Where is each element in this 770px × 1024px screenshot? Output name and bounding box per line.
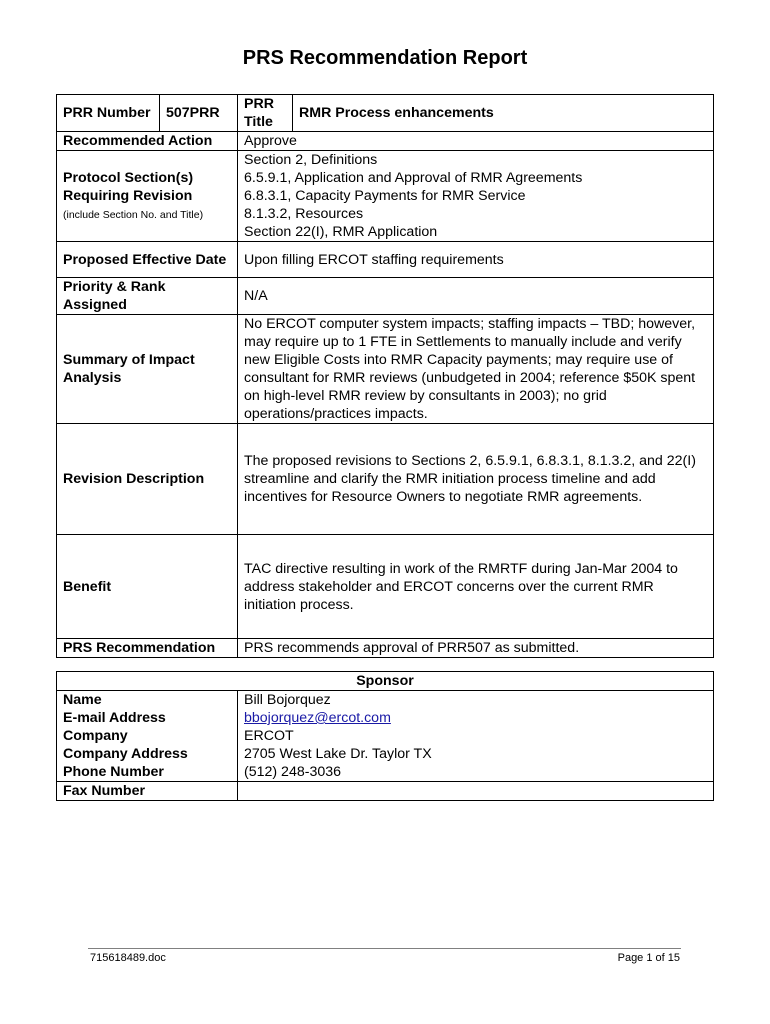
prs-recommendation-label: PRS Recommendation bbox=[57, 639, 238, 658]
protocol-section-item: 6.5.9.1, Application and Approval of RMR Agreements bbox=[244, 170, 583, 186]
impact-value: No ERCOT computer system impacts; staffing impacts – TBD; however, may require up to 1 FTE in Settlements to manually include and verify new Eligible Costs into RMR Capacity payments; may require use of consultant for RMR reviews (unbudgeted in 2004; reference $50K spent on high-level RMR review by consultants in 2003); no grid operations/practices impacts. bbox=[238, 315, 714, 424]
sponsor-fax-value bbox=[238, 782, 714, 801]
prr-details-table bbox=[56, 94, 714, 658]
benefit-value: TAC directive resulting in work of the RMRTF during Jan-Mar 2004 to address stakeholder and ERCOT concerns over the current RMR initiation process. bbox=[238, 535, 714, 639]
protocol-section-item: Section 22(I), RMR Application bbox=[244, 224, 438, 240]
sponsor-company-label: Company bbox=[57, 727, 238, 745]
effective-date-label: Proposed Effective Date bbox=[57, 242, 238, 278]
sponsor-phone-value: (512) 248-3036 bbox=[238, 763, 714, 782]
protocol-sections-list bbox=[238, 151, 714, 242]
protocol-section-item: 6.8.3.1, Capacity Payments for RMR Service bbox=[244, 188, 526, 204]
revision-label: Revision Description bbox=[57, 424, 238, 535]
footer-page-number: Page 1 of 15 bbox=[617, 952, 680, 964]
prr-title-label: PRR Title bbox=[238, 95, 293, 132]
protocol-section-item: 8.1.3.2, Resources bbox=[244, 206, 364, 222]
footer-divider bbox=[88, 948, 681, 949]
sponsor-address-value: 2705 West Lake Dr. Taylor TX bbox=[238, 745, 714, 763]
sponsor-table bbox=[56, 671, 714, 801]
impact-label: Summary of Impact Analysis bbox=[57, 315, 238, 424]
recommended-action-label: Recommended Action bbox=[57, 132, 238, 151]
sponsor-name-label: Name bbox=[57, 691, 238, 710]
sponsor-heading: Sponsor bbox=[57, 672, 714, 691]
sponsor-email-link[interactable]: bbojorquez@ercot.com bbox=[244, 710, 391, 726]
priority-label: Priority & Rank Assigned bbox=[57, 278, 238, 315]
protocol-sections-label: Protocol Section(s) Requiring Revision bbox=[63, 170, 194, 204]
sponsor-email-cell bbox=[238, 709, 714, 727]
recommended-action-value: Approve bbox=[238, 132, 714, 151]
protocol-section-item: Section 2, Definitions bbox=[244, 152, 378, 168]
revision-value: The proposed revisions to Sections 2, 6.5.9.1, 6.8.3.1, 8.1.3.2, and 22(I) streamline and clarify the RMR initiation process timeline and add incentives for Resource Owners to negotiate RMR agreements. bbox=[238, 424, 714, 535]
sponsor-fax-label: Fax Number bbox=[57, 782, 238, 801]
sponsor-address-label: Company Address bbox=[57, 745, 238, 763]
effective-date-value: Upon filling ERCOT staffing requirements bbox=[238, 242, 714, 278]
sponsor-company-value: ERCOT bbox=[238, 727, 714, 745]
protocol-sections-note: (include Section No. and Title) bbox=[63, 209, 204, 221]
prr-number-value: 507PRR bbox=[160, 95, 238, 132]
sponsor-phone-label: Phone Number bbox=[57, 763, 238, 782]
sponsor-name-value: Bill Bojorquez bbox=[238, 691, 714, 710]
priority-value: N/A bbox=[238, 278, 714, 315]
report-title: PRS Recommendation Report bbox=[242, 47, 528, 69]
prr-title-value: RMR Process enhancements bbox=[293, 95, 714, 132]
protocol-sections-label-cell bbox=[57, 151, 238, 242]
footer-filename: 715618489.doc bbox=[90, 952, 166, 964]
sponsor-email-label: E-mail Address bbox=[57, 709, 238, 727]
prr-number-label: PRR Number bbox=[57, 95, 160, 132]
prs-recommendation-value: PRS recommends approval of PRR507 as submitted. bbox=[238, 639, 714, 658]
benefit-label: Benefit bbox=[57, 535, 238, 639]
